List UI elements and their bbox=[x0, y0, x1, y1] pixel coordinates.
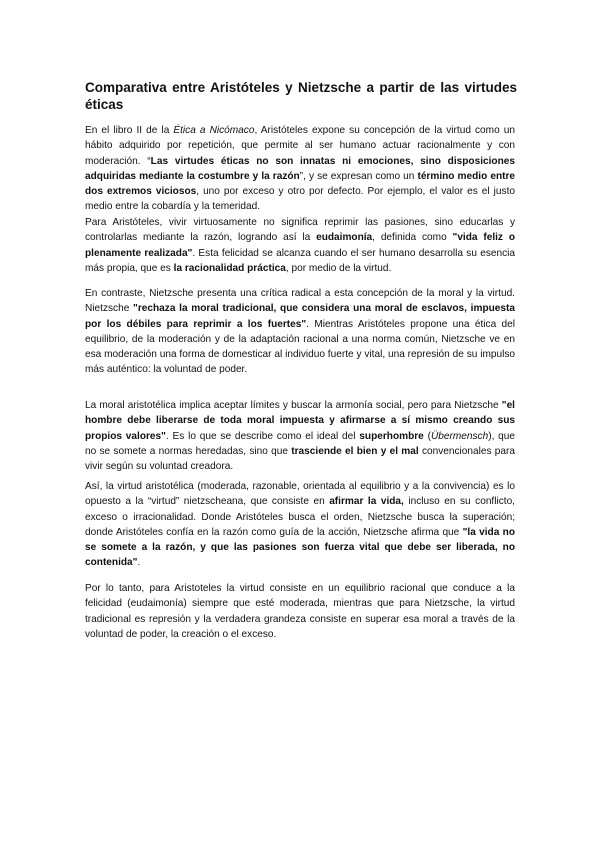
p1-book-title: Ética a Nicómaco bbox=[173, 125, 255, 136]
p5-bold-quote: "la vida no se somete a la razón, y que las pasiones son fuerza vital que debe ser liberada, no contenida" bbox=[85, 526, 515, 569]
paragraph-4 bbox=[85, 398, 515, 474]
p4-bold-quote: "el hombre debe liberarse de toda moral impuesta y afirmarse a sí mismo creando sus propios valores" bbox=[85, 400, 515, 442]
p4-italic-ubermensch: Übermensch bbox=[430, 430, 489, 442]
p3-bold-quote: "rechaza la moral tradicional, que considera una moral de esclavos, impuesta por los débiles para reprimir a los fuertes" bbox=[85, 303, 515, 330]
p2-text-1: Para Aristóteles, vivir virtuosamente no significa reprimir las pasiones, sino educarlas y controlarlas mediante la razón, logrando así la bbox=[85, 217, 515, 244]
p4-text-5: convencionales para vivir según su voluntad creadora. bbox=[85, 445, 516, 473]
p1-text-2: , Aristóteles expone su concepción de la virtud como un hábito adquirido por repetición, que permite al ser humano actuar racionalmente y con moderación. “ bbox=[85, 125, 515, 167]
p2-bold-quote: "vida feliz o plenamente realizada" bbox=[85, 232, 515, 259]
p4-text-1: La moral aristotélica implica aceptar límites y buscar la armonía social, pero para Nietzsche bbox=[85, 400, 502, 411]
paragraph-6 bbox=[85, 581, 515, 642]
p2-text-2: , definida como bbox=[372, 232, 453, 244]
p5-text-3: . bbox=[137, 557, 141, 569]
paragraph-5 bbox=[85, 479, 515, 571]
p5-bold-term: afirmar la vida, bbox=[329, 496, 404, 508]
p5-text-2: incluso en su conflicto, exceso o irracionalidad. Donde Aristóteles busca el orden, Nietzsche busca la superación; donde Aristóteles confía en la razón como guía de la acción, Nietzsche afirma que bbox=[85, 496, 515, 538]
p5-text-1: Así, la virtud aristotélica (moderada, razonable, orientada al equilibrio y a la convivencia) es lo opuesto a la “virtud” nietzscheana, que consiste en bbox=[85, 481, 515, 508]
p4-text-4: ), que no se somete a normas heredadas, sino que bbox=[85, 430, 516, 457]
p3-text-1: En contraste, Nietzsche presenta una crítica radical a esta concepción de la moral y la virtud. Nietzsche bbox=[85, 288, 515, 315]
paragraph-1 bbox=[85, 123, 515, 215]
p2-bold-term: la racionalidad práctica bbox=[173, 262, 286, 274]
p1-text-3: ”, y se expresan como un bbox=[299, 170, 418, 182]
p4-bold-superhombre: superhombre bbox=[359, 430, 424, 442]
paragraph-2 bbox=[85, 215, 515, 276]
p1-text-4: , uno por exceso y otro por defecto. Por ejemplo, el valor es el justo medio entre la cobardía y la temeridad. bbox=[85, 186, 515, 213]
p1-bold-term: término medio entre dos extremos viciosos bbox=[85, 170, 516, 198]
p2-text-4: , por medio de la virtud. bbox=[285, 262, 392, 274]
p4-text-3: ( bbox=[423, 430, 431, 442]
p4-text-2: . Es lo que se describe como el ideal del bbox=[165, 430, 360, 442]
p2-text-3: . Esta felicidad se alcanza cuando el ser humano desarrolla su esencia más propia, que es bbox=[85, 247, 515, 274]
p6-text-1: Por lo tanto, para Aristoteles la virtud consiste en un equilibrio racional que conduce a la felicidad (eudaimonía) siempre que esté moderada, mientras que para Nietzsche, la virtud tradicional es represión y la verdadera grandeza consiste en superar esa moral a través de la voluntad de poder, la creación o el exceso. bbox=[85, 583, 515, 640]
document-title: Comparativa entre Aristóteles y Nietzsche a partir de las virtudes éticas bbox=[85, 80, 517, 112]
p4-bold-term: trasciende el bien y el mal bbox=[291, 445, 419, 457]
p1-bold-quote: Las virtudes éticas no son innatas ni emociones, sino disposiciones adquiridas mediante la costumbre y la razón bbox=[85, 155, 515, 182]
p1-text-1: En el libro II de la bbox=[85, 125, 174, 136]
paragraph-3 bbox=[85, 286, 515, 378]
p3-text-2: . Mientras Aristóteles propone una ética del equilibrio, de la moderación y de la adaptación racional a una norma común, Nietzsche ve en esa moderación una forma de domesticar al individuo fuerte y vital, una represión de su impulso más auténtico: la voluntad de poder. bbox=[85, 318, 515, 376]
p2-bold-eudaimonia: eudaimonía bbox=[316, 232, 373, 244]
